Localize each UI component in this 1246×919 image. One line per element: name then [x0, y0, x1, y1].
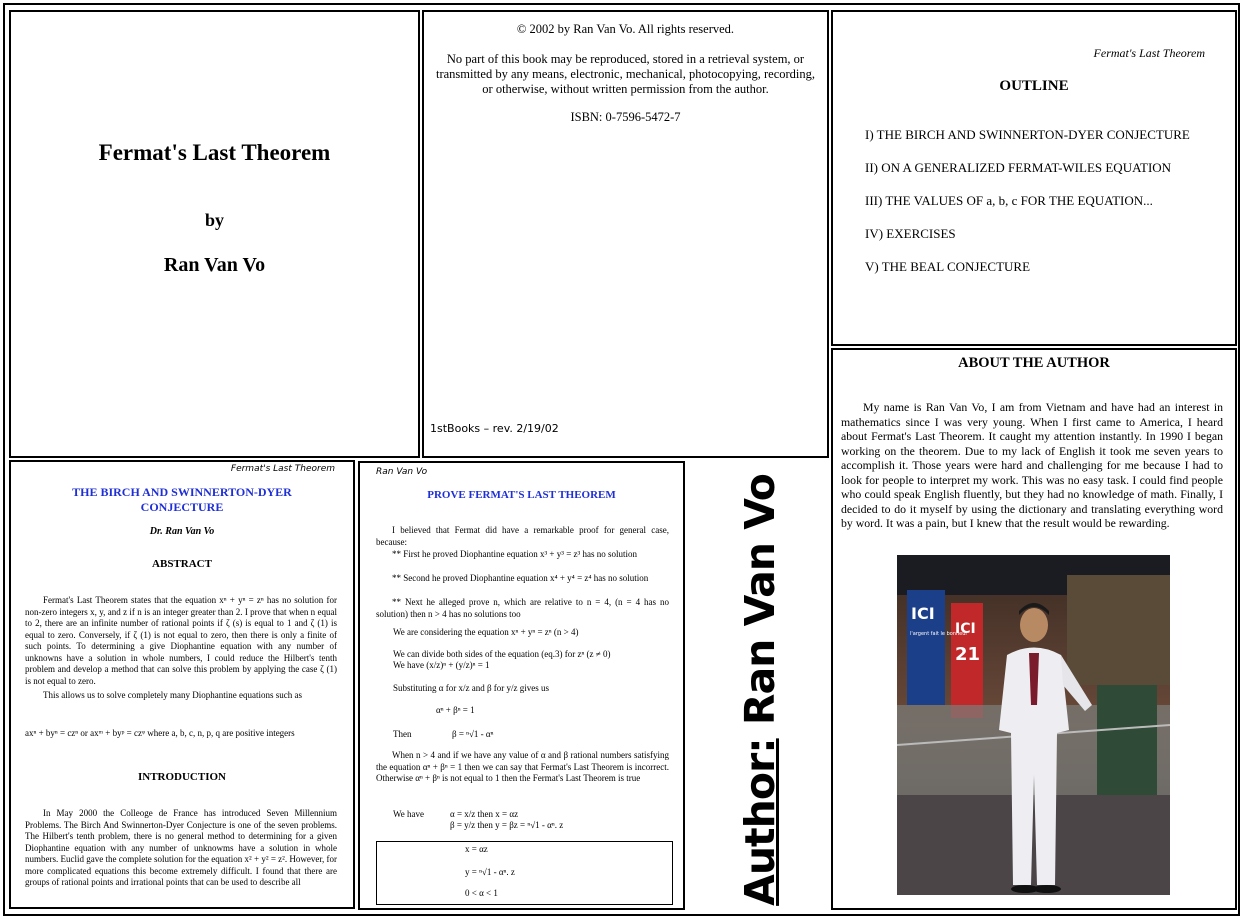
- proof-paragraph: I believed that Fermat did have a remarkable proof for general case, because:: [376, 525, 669, 547]
- outline-item: V) THE BEAL CONJECTURE: [865, 259, 1031, 274]
- about-author-page: [831, 348, 1237, 910]
- diophantine-equation: axⁿ + byⁿ = czⁿ or axᵐ + byᵖ = czᵠ where a, b, c, n, p, q are positive integers: [25, 728, 295, 738]
- proof-line: Substituting α for x/z and β for y/z gives us: [393, 683, 550, 693]
- paper-author: Dr. Ran Van Vo: [149, 526, 215, 537]
- paper-title-line: CONJECTURE: [140, 500, 224, 514]
- abstract-text-2: This allows us to solve completely many Diophantine equations such as: [43, 690, 302, 700]
- author-label-name: Ran Van Vo: [736, 474, 784, 739]
- outline-item: I) THE BIRCH AND SWINNERTON-DYER CONJECTURE: [865, 127, 1190, 142]
- outline-list: [865, 127, 1190, 292]
- result-box: [376, 841, 673, 905]
- proof-paragraph: ** Second he proved Diophantine equation x⁴ + y⁴ = z⁴ has no solution: [392, 573, 649, 583]
- photo-sign-text: l'argent fait le bonheur: [910, 631, 968, 637]
- outline-item: III) THE VALUES OF a, b, c FOR THE EQUATION...: [865, 193, 1153, 208]
- outline-item: II) ON A GENERALIZED FERMAT-WILES EQUATION: [865, 160, 1172, 175]
- introduction-heading: INTRODUCTION: [137, 771, 226, 783]
- photo-sign-text: ICI: [955, 621, 976, 637]
- title-page: [9, 10, 420, 458]
- abstract-text: Fermat's Last Theorem states that the equation xⁿ + yⁿ = zⁿ has no solution for non-zero integers x, y, and z if n is an integer greater than 2. I prove that when n equal to 2, there are an infinite number of rational points if ζ (s) is equal to 1 and ζ (1) is equal to zero. Conversely, if ζ (1) is not equal to zero, then there is only a finite of such points. To determining a give Diophantine equation with any number of unknowns have a solution in whole numbers, I could reduce the Hilbert's tenth problem and develop a method that can solve this problem by applying the case ζ (1) is not equal to zero.: [25, 595, 337, 686]
- proof-line: α = x/z then x = αz: [450, 809, 519, 819]
- introduction-text: In May 2000 the Colleoge de France has introduced Seven Millennium Problems. The Birch And Swinnerton-Dyer Conjecture is one of the seven problems. The Hilbert's tenth problem, there is no general method to determining for a given Diophantine equation with any number of unknowms have a solution in whole numbers. Euclid gave the complete solution for the equation x² + y² = z². However, for more complicated equations this become extremely difficult. I found that there are groups of rational points and irrational points that can be used to describe all: [25, 808, 337, 887]
- publisher-footer: 1stBooks – rev. 2/19/02: [430, 422, 559, 435]
- author-name: Ran Van Vo: [163, 254, 266, 276]
- proof-line: β = y/z then y = βz = ⁿ√1 - αⁿ. z: [450, 820, 564, 830]
- author-label-prefix: Author:: [736, 738, 784, 906]
- author-side-label: [736, 474, 784, 906]
- proof-line: β = ⁿ√1 - αⁿ: [452, 729, 494, 739]
- running-header: Fermat's Last Theorem: [230, 464, 335, 474]
- paper-title-line: THE BIRCH AND SWINNERTON-DYER: [72, 485, 292, 499]
- proof-line: We can divide both sides of the equation (eq.3) for zⁿ (z ≠ 0): [393, 649, 611, 659]
- book-title: Fermat's Last Theorem: [98, 140, 331, 165]
- paper-title: PROVE FERMAT'S LAST THEOREM: [427, 489, 616, 501]
- isbn: ISBN: 0-7596-5472-7: [570, 110, 681, 124]
- copyright-line: © 2002 by Ran Van Vo. All rights reserved.: [516, 22, 735, 36]
- paper-title: [11, 485, 353, 515]
- photo-sign-text: 21: [955, 644, 981, 665]
- about-title: ABOUT THE AUTHOR: [958, 355, 1110, 371]
- box-line: x = αz: [465, 844, 488, 854]
- proof-line: We have: [393, 809, 425, 819]
- running-header: Ran Van Vo: [376, 467, 428, 477]
- copyright-notice: No part of this book may be reproduced, stored in a retrieval system, or transmitted by any means, electronic, mechanical, photocopying, recording, or otherwise, without written permission from the author.: [435, 52, 816, 96]
- prove-paper-page: [358, 461, 685, 910]
- proof-line: We are considering the equation xⁿ + yⁿ = zⁿ (n > 4): [393, 627, 579, 637]
- proof-line: Then: [393, 729, 412, 739]
- proof-line: We have (x/z)ⁿ + (y/z)ⁿ = 1: [393, 660, 490, 670]
- proof-line: αⁿ + βⁿ = 1: [436, 705, 475, 715]
- abstract-heading: ABSTRACT: [152, 558, 212, 570]
- birch-paper-page: [9, 460, 355, 909]
- photo-sign-text: ICI: [911, 604, 935, 623]
- outline-page: [831, 10, 1237, 346]
- copyright-page: [422, 10, 829, 458]
- outline-item: IV) EXERCISES: [865, 226, 956, 241]
- proof-paragraph: ** Next he alleged prove n, which are relative to n = 4, (n = 4 has no solution) then n > 4 has no solutions too: [376, 597, 669, 619]
- proof-paragraph: When n > 4 and if we have any value of α and β rational numbers satisfying the equation αⁿ + βⁿ = 1 then we can say that Fermat's Last Theorem is incorrect. Otherwise αⁿ + βⁿ is not equal to 1 then the Fermat's Last Theorem is true: [376, 750, 669, 783]
- about-body: My name is Ran Van Vo, I am from Vietnam and have had an interest in mathematics since I was very young. When I first came to America, I heard about Fermat's Last Theorem. It caught my attention instantly. In 1990 I began working on the theorem. Due to my lack of English it took me seven years to accomplish it. Those years were hard and challenging for me because I had to look for people to interpret my work. This was no easy task. I could find people who could speak English fluently, but they had no knowledge of math. Finally, I decided to do it myself by using the dictionary and translating everything word by word. It was a pain, but I knew that the result would be rewarding.: [841, 400, 1223, 530]
- box-line: 0 < α < 1: [465, 888, 498, 898]
- by-label: by: [204, 210, 224, 230]
- outline-title: OUTLINE: [999, 78, 1069, 94]
- running-header: Fermat's Last Theorem: [1093, 46, 1205, 60]
- box-line: y = ⁿ√1 - αⁿ. z: [465, 867, 515, 877]
- author-photo: [897, 555, 1170, 895]
- proof-paragraph: ** First he proved Diophantine equation x³ + y³ = z³ has no solution: [392, 549, 637, 559]
